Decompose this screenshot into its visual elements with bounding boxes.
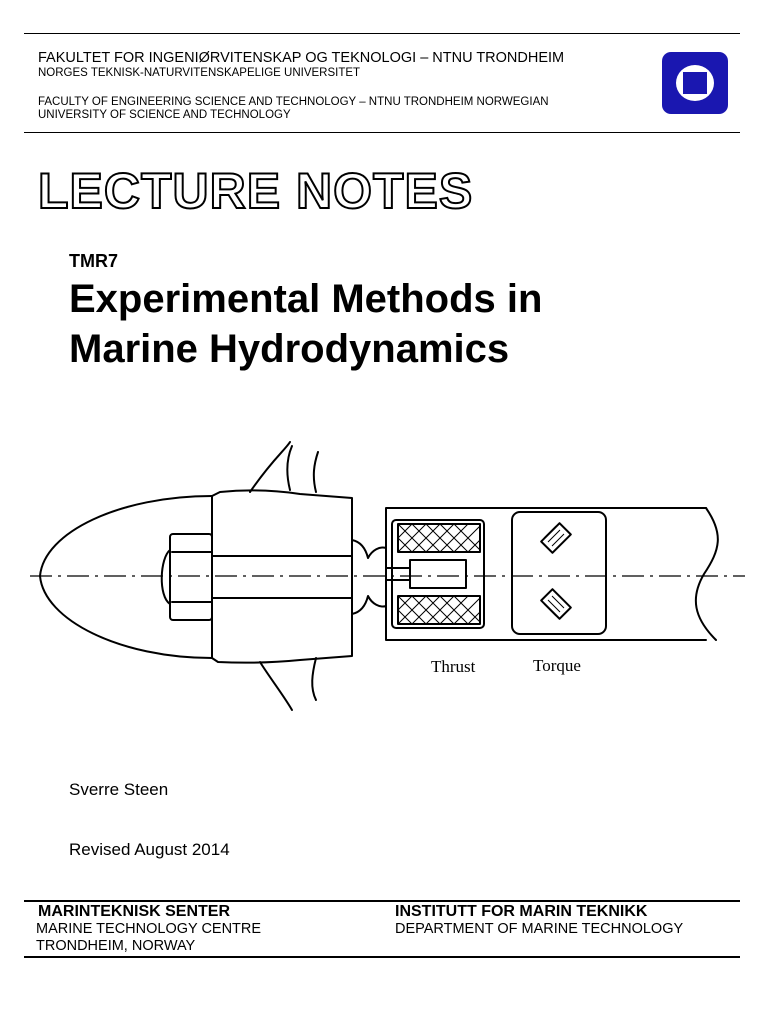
university-name-norwegian: NORGES TEKNISK-NATURVITENSKAPELIGE UNIVERSITET [38, 67, 361, 79]
course-code: TMR7 [69, 251, 118, 271]
university-name-english: UNIVERSITY OF SCIENCE AND TECHNOLOGY [38, 109, 291, 121]
logo-square [683, 72, 707, 94]
centre-name-norwegian: MARINTEKNISK SENTER [38, 903, 231, 920]
centre-name-english: MARINE TECHNOLOGY CENTRE [36, 921, 262, 937]
course-title-line1: Experimental Methods in [69, 277, 543, 321]
blade-upper [250, 442, 318, 492]
faculty-name-norwegian: FAKULTET FOR INGENIØRVITENSKAP OG TEKNOLOGI – NTNU TRONDHEIM [38, 50, 565, 66]
author-name: Sverre Steen [69, 780, 169, 799]
course-title-line2: Marine Hydrodynamics [69, 327, 510, 371]
hub-nut [170, 534, 212, 620]
faculty-name-english: FACULTY OF ENGINEERING SCIENCE AND TECHNOLOGY – NTNU TRONDHEIM NORWEGIAN [38, 96, 549, 108]
header-bottom-rule [24, 132, 740, 133]
revision-date: Revised August 2014 [69, 840, 230, 859]
housing-wave-end [696, 508, 718, 640]
propeller-dynamometer-figure [0, 430, 768, 730]
torque-label: Torque [533, 656, 581, 675]
coupling [352, 540, 386, 614]
department-name-norwegian: INSTITUTT FOR MARIN TEKNIKK [395, 903, 648, 920]
ntnu-logo-icon [662, 52, 728, 114]
footer-bottom-rule [24, 956, 740, 958]
nose-cone [40, 496, 212, 658]
footer-top-rule [24, 900, 740, 902]
lecture-notes-banner: LECTURE NOTES [38, 163, 474, 219]
thrust-label: Thrust [431, 657, 476, 676]
header-top-rule [24, 33, 740, 34]
blade-lower [260, 658, 316, 710]
department-name-english: DEPARTMENT OF MARINE TECHNOLOGY [395, 921, 684, 937]
centre-location: TRONDHEIM, NORWAY [36, 938, 196, 954]
